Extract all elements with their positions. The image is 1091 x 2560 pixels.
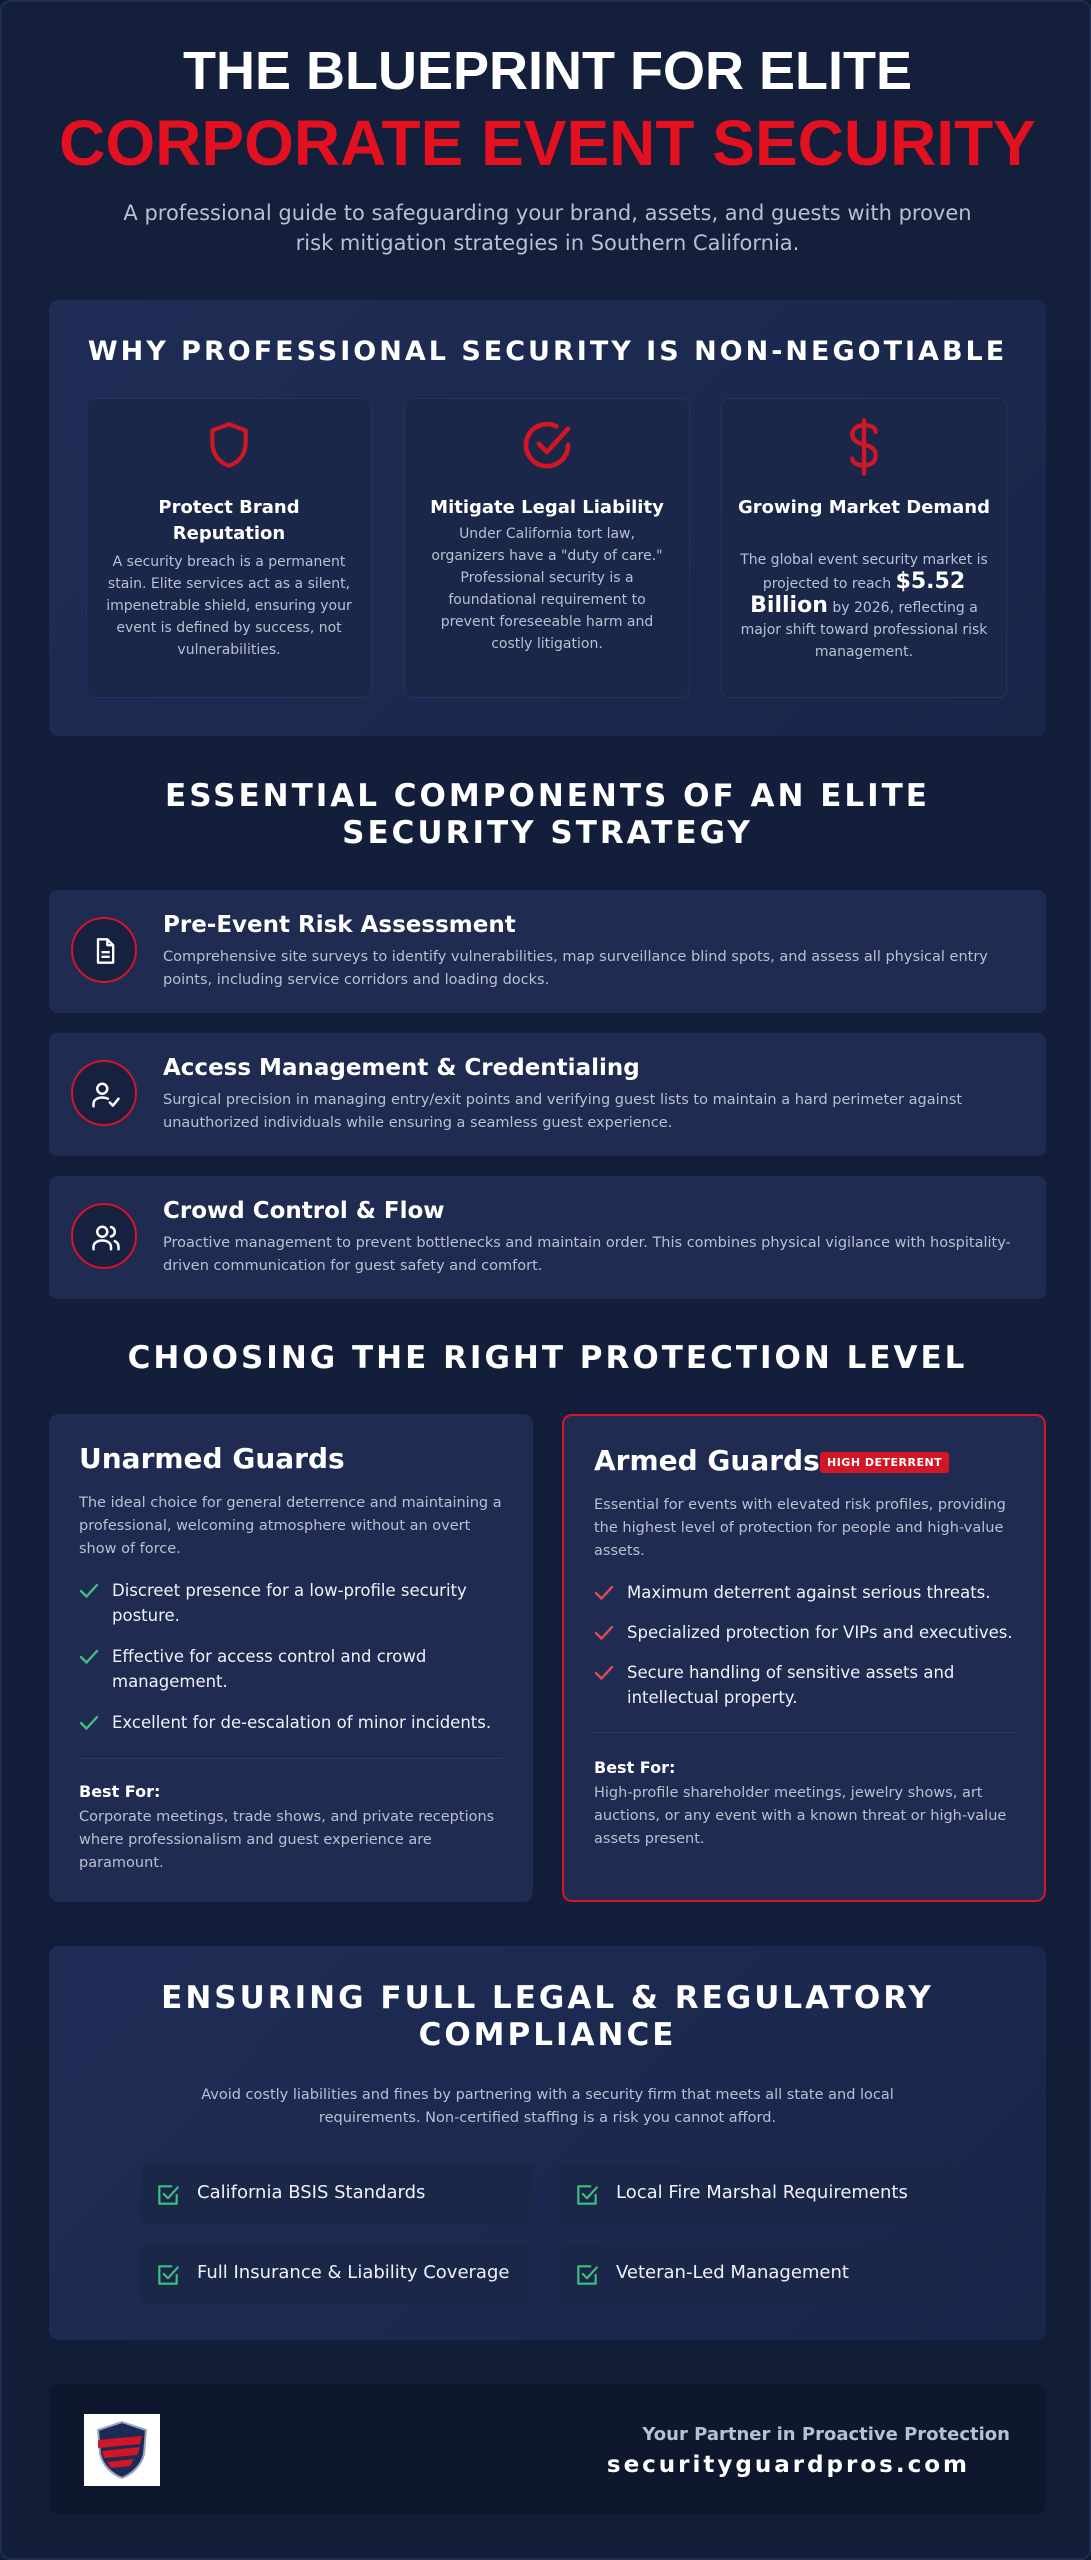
component-crowd-control xyxy=(49,1176,1046,1299)
title-line-2: CORPORATE EVENT SECURITY xyxy=(59,107,1036,179)
check-icon xyxy=(79,1714,99,1732)
market-value: $5.52 Billion xyxy=(750,569,966,618)
why-card-legal xyxy=(404,398,690,698)
unarmed-title: Unarmed Guards xyxy=(79,1442,345,1475)
unarmed-text: The ideal choice for general deterrence and maintaining a professional, welcoming atmosphere without an overt show of force. xyxy=(79,1495,502,1557)
users-icon xyxy=(91,1223,121,1253)
check-circle-icon xyxy=(405,417,689,479)
footer xyxy=(49,2384,1046,2514)
compliance-text: Avoid costly liabilities and fines by partnering with a security firm that meets all state and local requirements. Non-certified staffing is a risk you cannot afford. xyxy=(201,2087,894,2126)
high-deterrent-badge: HIGH DETERRENT xyxy=(820,1452,949,1473)
armed-title: Armed Guards xyxy=(594,1444,820,1477)
why-section xyxy=(49,300,1046,736)
footer-domain[interactable]: securityguardpros.com xyxy=(606,2452,970,2478)
document-icon xyxy=(91,937,119,965)
checkbox-icon xyxy=(155,2182,181,2208)
component-icon-ring xyxy=(71,1203,137,1269)
unarmed-bullet: Discreet presence for a low-profile security posture. xyxy=(79,1578,507,1628)
why-card-title: Growing Market Demand xyxy=(737,497,991,518)
intro-text: A professional guide to safeguarding your brand, assets, and guests with proven risk mitigation strategies in Southern California. xyxy=(123,201,972,255)
checkbox-icon xyxy=(574,2182,600,2208)
component-text: Comprehensive site surveys to identify vulnerabilities, map surveillance blind spots, and assess all physical entry points, including service corridors and loading docks. xyxy=(163,949,988,988)
component-title: Pre-Event Risk Assessment xyxy=(163,912,516,938)
armed-best-for: High-profile shareholder meetings, jewelry shows, art auctions, or any event with a known threat or high-value assets present. xyxy=(594,1785,1007,1847)
checkbox-icon xyxy=(155,2262,181,2288)
divider xyxy=(79,1758,503,1759)
compliance-title: ENSURING FULL LEGAL & REGULATORY COMPLIANCE xyxy=(161,1980,934,2053)
component-text: Surgical precision in managing entry/exit points and verifying guest lists to maintain a hard perimeter against unauthorized individuals while ensuring a seamless guest experience. xyxy=(163,1092,963,1131)
compliance-item: Veteran-Led Management xyxy=(560,2244,953,2304)
title-line-1: THE BLUEPRINT FOR ELITE xyxy=(183,41,912,101)
component-text: Proactive management to prevent bottlenecks and maintain order. This combines physical vigilance with hospitality-driven communication for guest safety and comfort. xyxy=(163,1235,1011,1274)
check-icon xyxy=(594,1664,614,1682)
why-title: WHY PROFESSIONAL SECURITY IS NON-NEGOTIABLE xyxy=(87,336,1008,367)
footer-tagline: Your Partner in Proactive Protection xyxy=(642,2424,1010,2445)
check-icon xyxy=(79,1582,99,1600)
why-card-brand xyxy=(86,398,372,698)
check-icon xyxy=(79,1648,99,1666)
component-access-management xyxy=(49,1033,1046,1156)
compliance-item: Local Fire Marshal Requirements xyxy=(560,2164,953,2224)
armed-text: Essential for events with elevated risk profiles, providing the highest level of protection for people and high-value assets. xyxy=(594,1497,1006,1559)
component-title: Crowd Control & Flow xyxy=(163,1198,445,1224)
shield-logo-icon[interactable] xyxy=(84,2414,160,2486)
unarmed-guards-card xyxy=(49,1414,533,1902)
why-card-text: Under California tort law, organizers have a "duty of care." Professional security is a foundational requirement to prevent foreseeable harm and costly litigation. xyxy=(431,526,663,652)
why-card-text: The global event security market is projected to reach $5.52 Billion by 2026, reflecting a major shift toward professional risk management. xyxy=(740,552,988,660)
unarmed-best-for-label: Best For: xyxy=(79,1782,161,1801)
compliance-section xyxy=(49,1946,1046,2340)
components-title: ESSENTIAL COMPONENTS OF AN ELITE SECURITY STRATEGY xyxy=(165,778,930,851)
why-card-market xyxy=(721,398,1007,698)
component-icon-ring xyxy=(71,917,137,983)
component-icon-ring xyxy=(71,1060,137,1126)
compliance-item: Full Insurance & Liability Coverage xyxy=(141,2244,534,2304)
why-card-title: Protect Brand Reputation xyxy=(158,497,300,544)
levels-title: CHOOSING THE RIGHT PROTECTION LEVEL xyxy=(127,1340,968,1376)
unarmed-best-for: Corporate meetings, trade shows, and private receptions where professionalism and guest experience are paramount. xyxy=(79,1809,495,1871)
armed-best-for-label: Best For: xyxy=(594,1758,676,1777)
armed-bullet: Specialized protection for VIPs and executives. xyxy=(594,1620,1018,1645)
armed-bullet: Maximum deterrent against serious threats. xyxy=(594,1580,1018,1605)
dollar-icon xyxy=(722,417,1006,479)
check-icon xyxy=(594,1624,614,1642)
unarmed-bullet: Excellent for de-escalation of minor incidents. xyxy=(79,1710,507,1735)
component-title: Access Management & Credentialing xyxy=(163,1055,640,1081)
checkbox-icon xyxy=(574,2262,600,2288)
check-icon xyxy=(594,1584,614,1602)
user-check-icon xyxy=(91,1080,121,1110)
why-card-text: A security breach is a permanent stain. Elite services act as a silent, impenetrable shield, ensuring your event is defined by success, not vulnerabilities. xyxy=(106,554,352,658)
component-risk-assessment xyxy=(49,890,1046,1013)
compliance-item: California BSIS Standards xyxy=(141,2164,534,2224)
armed-guards-card xyxy=(562,1414,1046,1902)
why-card-title: Mitigate Legal Liability xyxy=(430,497,664,518)
shield-icon xyxy=(87,417,371,479)
armed-bullet: Secure handling of sensitive assets and intellectual property. xyxy=(594,1660,1018,1710)
unarmed-bullet: Effective for access control and crowd management. xyxy=(79,1644,507,1694)
divider xyxy=(594,1732,1014,1733)
